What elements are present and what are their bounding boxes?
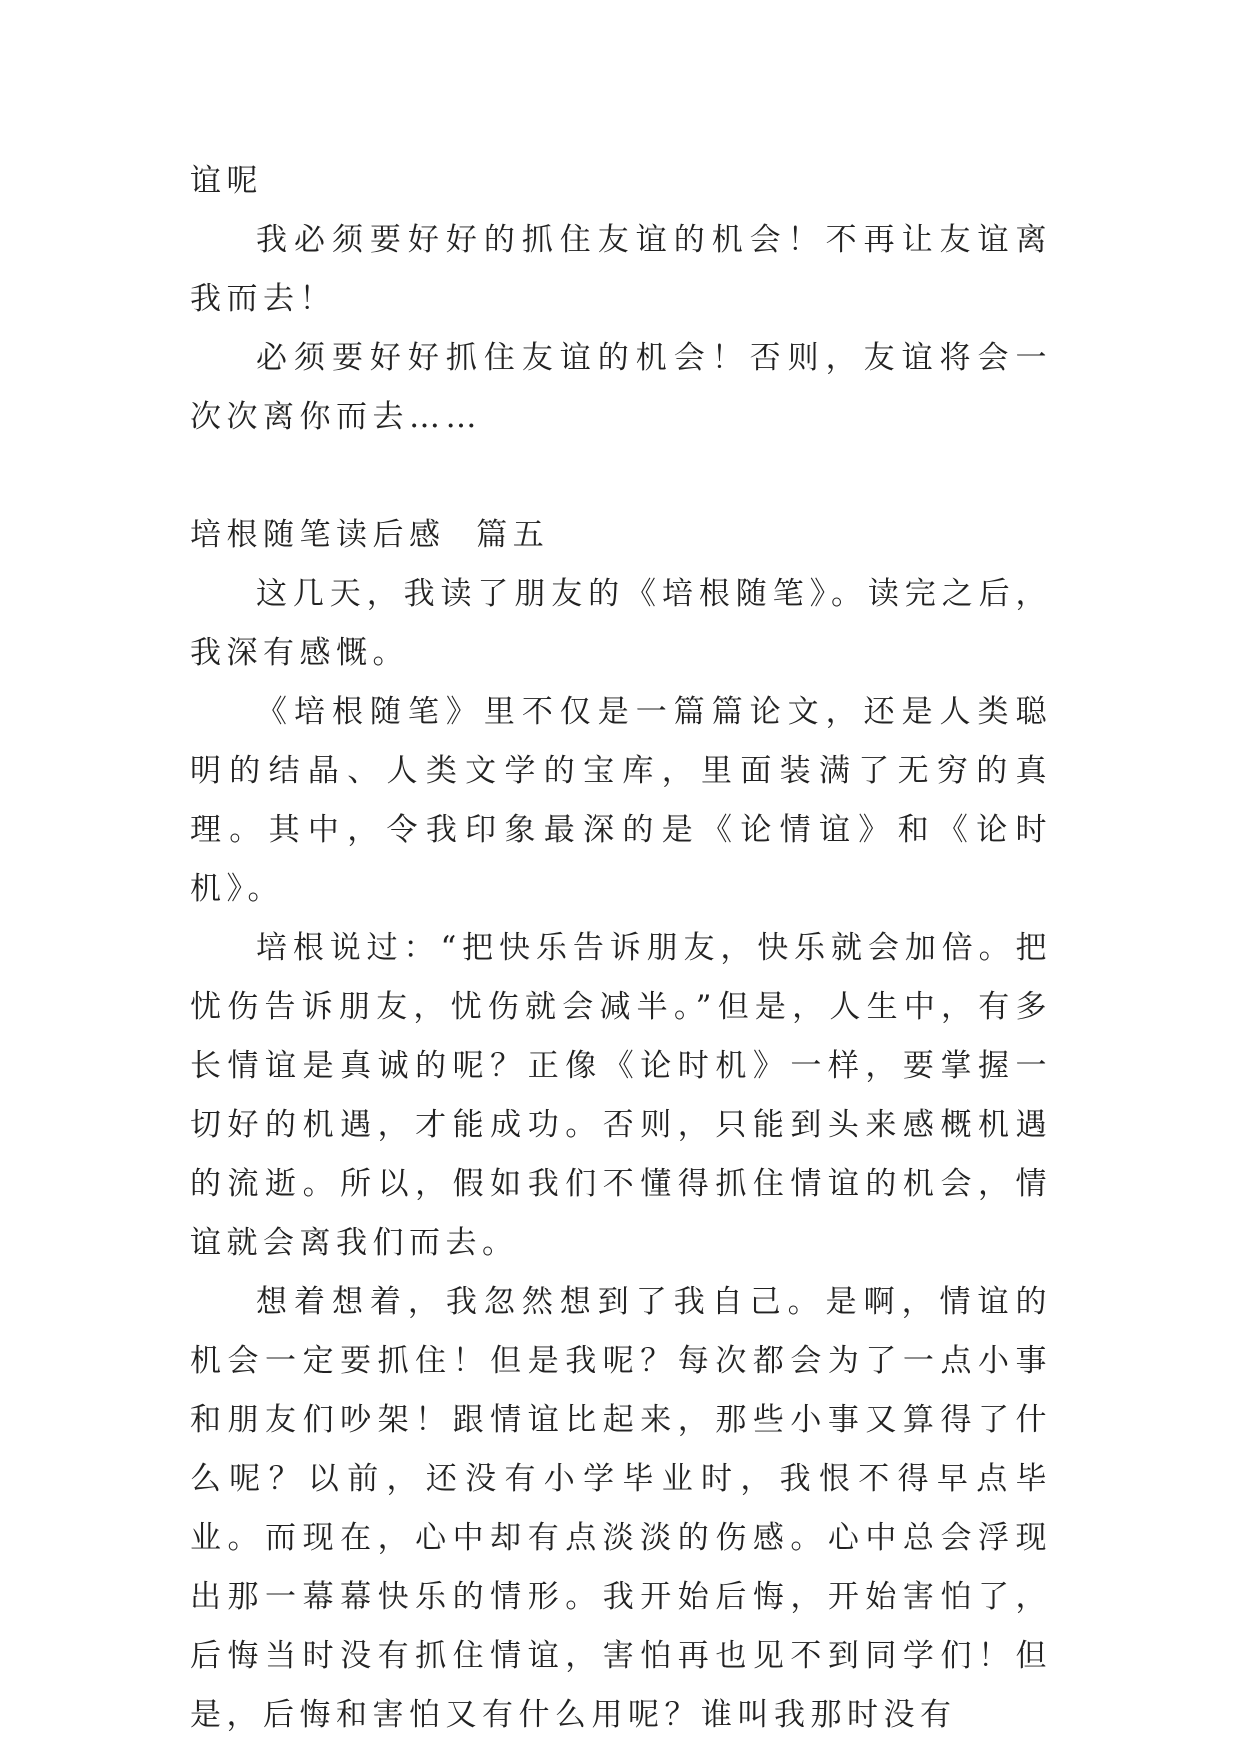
body-paragraph: 必须要好好抓住友谊的机会！否则，友谊将会一次次离你而去…… (190, 340, 1052, 435)
body-paragraph: 我必须要好好的抓住友谊的机会！不再让友谊离我而去！ (190, 222, 1052, 317)
body-paragraph: 这几天，我读了朋友的《培根随笔》。读完之后，我深有感慨。 (190, 576, 1052, 671)
section-title: 培根随笔读后感 篇五 (190, 517, 550, 553)
body-paragraph: 《培根随笔》里不仅是一篇篇论文，还是人类聪明的结晶、人类文学的宝库，里面装满了无穷的真理。其中，令我印象最深的是《论情谊》和《论时机》。 (190, 694, 1052, 907)
body-paragraph: 想着想着，我忽然想到了我自己。是啊，情谊的机会一定要抓住！但是我呢？每次都会为了一点小事和朋友们吵架！跟情谊比起来，那些小事又算得了什么呢？以前，还没有小学毕业时，我恨不得早点毕业。而现在，心中却有点淡淡的伤感。心中总会浮现出那一幕幕快乐的情形。我开始后悔，开始害怕了，后悔当时没有抓住情谊，害怕再也见不到同学们！但是，后悔和害怕又有什么用呢？谁叫我那时没有 (190, 1284, 1052, 1733)
body-paragraph: 培根说过：“把快乐告诉朋友，快乐就会加倍。把忧伤告诉朋友，忧伤就会减半。”但是，人生中，有多长情谊是真诚的呢？正像《论时机》一样，要掌握一切好的机遇，才能成功。否则，只能到头来感概机遇的流逝。所以，假如我们不懂得抓住情谊的机会，情谊就会离我们而去。 (190, 930, 1052, 1261)
section-spacer (190, 447, 1052, 506)
continued-paragraph: 谊呢 (190, 163, 263, 199)
document-body (190, 152, 1052, 1745)
